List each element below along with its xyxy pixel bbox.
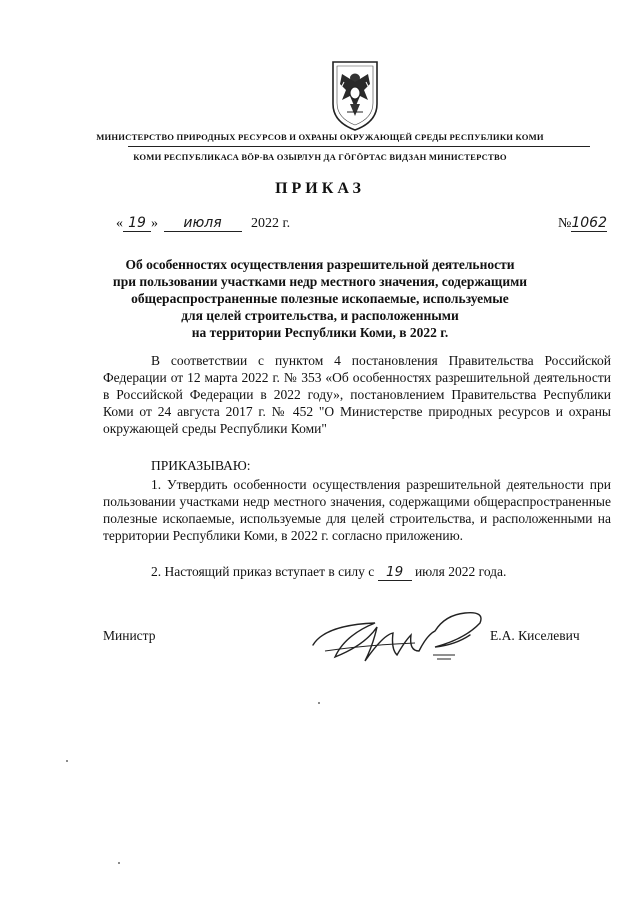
- coat-of-arms-emblem: [330, 60, 380, 132]
- ministry-name-russian: МИНИСТЕРСТВО ПРИРОДНЫХ РЕСУРСОВ И ОХРАНЫ ОКРУЖАЮЩЕЙ СРЕДЫ РЕСПУБЛИКИ КОМИ: [96, 132, 544, 142]
- order-item-2: [151, 564, 506, 581]
- header-divider: [128, 146, 590, 147]
- order-word: ПРИКАЗЫВАЮ:: [151, 458, 251, 473]
- preamble-paragraph: В соответствии с пунктом 4 постановления Правительства Российской Федерации от 12 марта 2022 г. № 353 «Об особенностях разрешительной деятельности в Российской Федерации в 2022 году», постановлением Правительства Республики Коми от 24 августа 2017 г. № 452 "О Министерстве природных ресурсов и охраны окружающей среды Республики Коми": [103, 353, 611, 436]
- date-open-quote: «: [116, 216, 123, 231]
- subject-line: для целей строительства, и расположенными: [181, 308, 459, 323]
- handwritten-signature: [305, 605, 500, 675]
- date-close-quote: »: [151, 216, 158, 231]
- order-number: [558, 215, 607, 232]
- item2-text-before: 2. Настоящий приказ вступает в силу с: [151, 564, 375, 579]
- subject-line: при пользовании участками недр местного значения, содержащими: [112, 274, 528, 289]
- document-title: ПРИКАЗ: [275, 180, 365, 197]
- date-year: 2022 г.: [251, 216, 291, 231]
- order-subject: [90, 256, 550, 341]
- number-prefix: №: [558, 216, 572, 231]
- ministry-name-komi: КОМИ РЕСПУБЛИКАСА ВÖР-ВА ОЗЫРЛУН ДА ГÖГÖРТАС ВИДЗАН МИНИСТЕРСТВО: [133, 152, 507, 162]
- scan-speck: [318, 702, 320, 704]
- number-value: 1062: [571, 215, 607, 231]
- item2-text-after: июля 2022 года.: [414, 564, 507, 579]
- date-month: июля: [164, 215, 242, 232]
- scan-speck: [66, 760, 68, 762]
- signer-name: Е.А. Киселевич: [490, 628, 580, 643]
- subject-line: Об особенностях осуществления разрешительной деятельности: [125, 257, 515, 272]
- date-day: 19: [123, 215, 151, 232]
- subject-line: общераспространенные полезные ископаемые, используемые: [131, 291, 509, 306]
- item2-effective-day: 19: [378, 564, 412, 581]
- scan-speck: [118, 862, 120, 864]
- subject-line: на территории Республики Коми, в 2022 г.: [191, 325, 449, 340]
- order-item-1: 1. Утвердить особенности осуществления разрешительной деятельности при пользовании участками недр местного значения, содержащими общераспространенные полезные ископаемые, используемые для целей строительства, и расположенными на территории Республики Коми, в 2022 г. согласно приложению.: [103, 477, 611, 543]
- signer-position: Министр: [103, 628, 156, 643]
- order-date: [116, 215, 290, 232]
